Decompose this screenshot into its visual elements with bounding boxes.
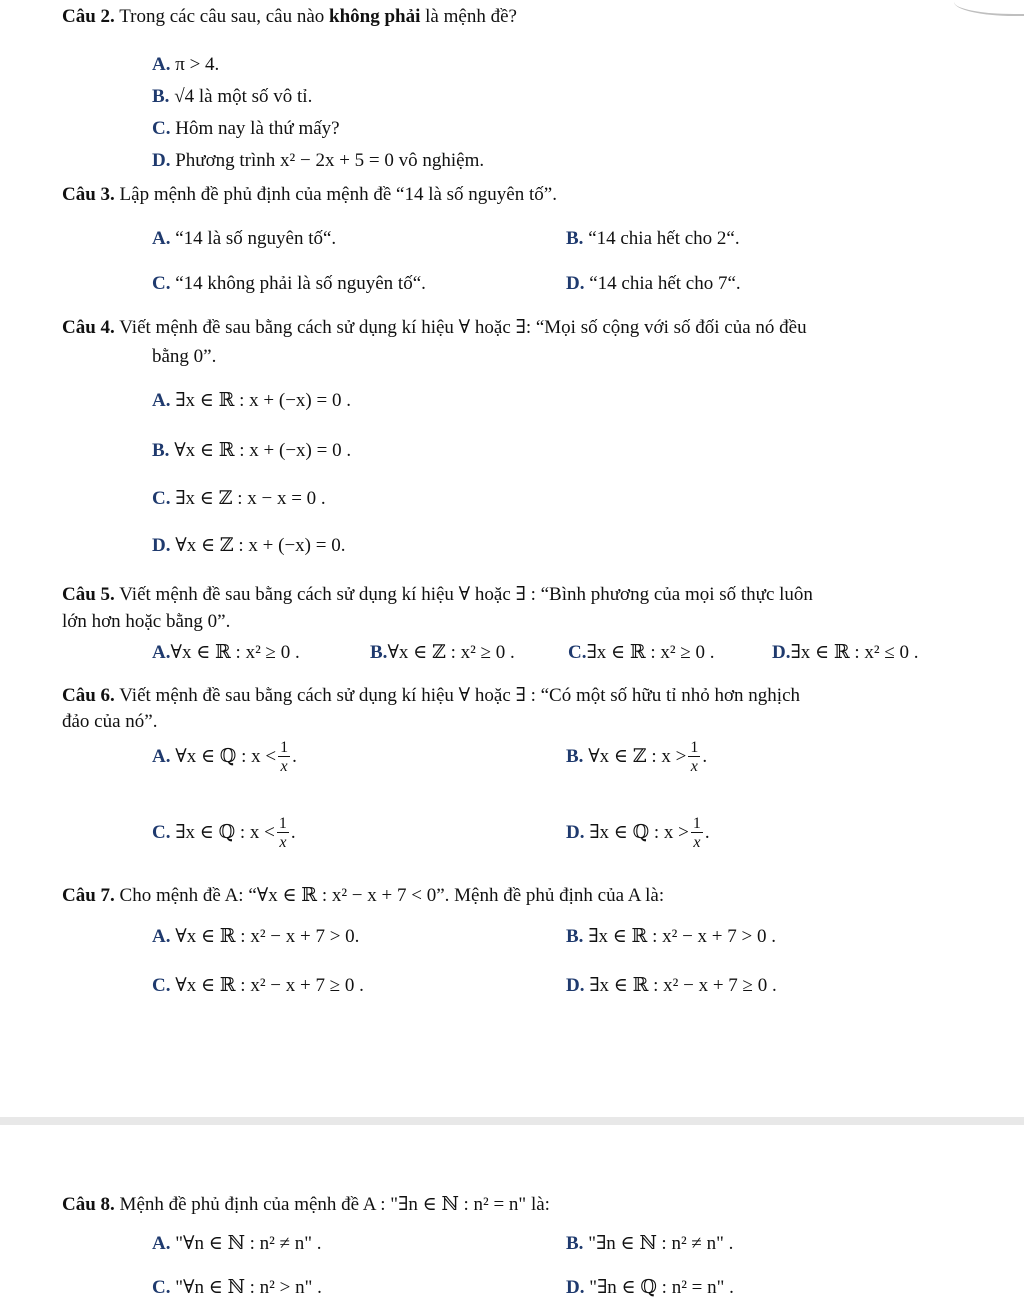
option-text: "∀n ∈ ℕ : n² > n" . bbox=[175, 1277, 322, 1298]
option-b[interactable] bbox=[152, 86, 312, 108]
question-label: Câu 2. bbox=[62, 6, 115, 27]
option-label: A. bbox=[152, 642, 171, 663]
option-text: ∀x ∈ ℤ : x + (−x) = 0. bbox=[175, 535, 346, 556]
question-text-end: là mệnh đề? bbox=[420, 6, 517, 27]
option-label: C. bbox=[152, 488, 171, 509]
option-d[interactable] bbox=[152, 534, 345, 557]
fraction-numerator: 1 bbox=[278, 815, 287, 832]
question-6-continued: đảo của nó”. bbox=[62, 711, 158, 732]
question-8 bbox=[62, 1193, 550, 1216]
option-a[interactable] bbox=[152, 389, 351, 412]
option-end: . bbox=[292, 745, 297, 767]
option-text: ∀x ∈ ℝ : x² ≥ 0 . bbox=[170, 642, 300, 663]
option-b[interactable] bbox=[152, 439, 351, 462]
option-a[interactable] bbox=[152, 54, 219, 76]
fraction-numerator: 1 bbox=[692, 815, 701, 832]
question-4-continued: bằng 0”. bbox=[152, 346, 217, 367]
option-label: A. bbox=[152, 1233, 171, 1254]
option-c[interactable] bbox=[152, 1276, 322, 1299]
option-label: C. bbox=[568, 642, 587, 663]
option-text: ∃x ∈ ℚ : x > bbox=[589, 821, 689, 843]
question-label: Câu 5. bbox=[62, 584, 115, 605]
option-label: A. bbox=[152, 926, 171, 947]
question-5 bbox=[62, 583, 813, 606]
option-label: D. bbox=[152, 150, 171, 171]
option-label: B. bbox=[152, 440, 170, 461]
question-label: Câu 8. bbox=[62, 1194, 115, 1215]
option-label: B. bbox=[566, 745, 584, 767]
option-text: ∀x ∈ ℝ : x² − x + 7 ≥ 0 . bbox=[175, 975, 364, 996]
option-text: ∃x ∈ ℝ : x² ≥ 0 . bbox=[586, 642, 715, 663]
page-corner-curve bbox=[954, 0, 1024, 16]
question-label: Câu 4. bbox=[62, 317, 115, 338]
question-text: Lập mệnh đề phủ định của mệnh đề “14 là số nguyên tố”. bbox=[119, 184, 557, 205]
question-4 bbox=[62, 316, 807, 339]
fraction-denominator: x bbox=[279, 834, 287, 851]
fraction-numerator: 1 bbox=[280, 739, 289, 756]
option-a[interactable] bbox=[152, 925, 359, 948]
fraction bbox=[691, 816, 703, 851]
option-d[interactable] bbox=[566, 974, 777, 997]
fraction-numerator: 1 bbox=[690, 739, 699, 756]
fraction bbox=[688, 740, 700, 775]
option-c[interactable] bbox=[152, 487, 326, 510]
option-b[interactable] bbox=[566, 228, 740, 250]
option-label: B. bbox=[370, 642, 388, 663]
option-text: ∃x ∈ ℝ : x² − x + 7 > 0 . bbox=[588, 926, 776, 947]
option-a[interactable] bbox=[152, 1232, 322, 1255]
option-text: ∀x ∈ ℤ : x > bbox=[588, 745, 687, 767]
option-text: “14 là số nguyên tố“. bbox=[175, 228, 337, 249]
option-label: A. bbox=[152, 228, 171, 249]
option-a[interactable] bbox=[152, 228, 336, 250]
option-d[interactable] bbox=[772, 641, 919, 664]
option-c[interactable] bbox=[152, 273, 426, 295]
option-text: ∃x ∈ ℝ : x + (−x) = 0 . bbox=[175, 390, 351, 411]
option-c[interactable] bbox=[568, 641, 715, 664]
option-c[interactable] bbox=[152, 118, 340, 140]
option-a[interactable] bbox=[152, 740, 297, 775]
fraction-denominator: x bbox=[690, 758, 698, 775]
question-text: Cho mệnh đề A: “∀x ∈ ℝ : x² − x + 7 < 0”. Mệnh đề phủ định của A là: bbox=[119, 885, 665, 906]
option-d[interactable] bbox=[566, 273, 741, 295]
option-label: C. bbox=[152, 975, 171, 996]
question-label: Câu 6. bbox=[62, 685, 115, 706]
option-end: . bbox=[704, 821, 710, 843]
option-text: ∀x ∈ ℚ : x < bbox=[175, 745, 277, 767]
question-text: Trong các câu sau, câu nào bbox=[119, 6, 330, 27]
option-label: C. bbox=[152, 118, 171, 139]
option-end: . bbox=[702, 745, 708, 767]
option-label: D. bbox=[566, 975, 585, 996]
option-label: C. bbox=[152, 821, 171, 843]
option-text: ∀x ∈ ℤ : x² ≥ 0 . bbox=[387, 642, 515, 663]
question-text: Mệnh đề phủ định của mệnh đề A : "∃n ∈ ℕ : n² = n" là: bbox=[119, 1194, 550, 1215]
option-text: ∃x ∈ ℚ : x < bbox=[175, 821, 275, 843]
option-text: ∀x ∈ ℝ : x + (−x) = 0 . bbox=[174, 440, 352, 461]
fraction-denominator: x bbox=[693, 834, 701, 851]
question-text: Viết mệnh đề sau bằng cách sử dụng kí hiệu ∀ hoặc ∃: “Mọi số cộng với số đối của nó đều bbox=[119, 317, 807, 338]
option-d[interactable] bbox=[566, 816, 710, 851]
page-break-divider bbox=[0, 1117, 1024, 1125]
option-text: ∀x ∈ ℝ : x² − x + 7 > 0. bbox=[175, 926, 360, 947]
fraction bbox=[278, 740, 290, 775]
option-a[interactable] bbox=[152, 641, 300, 664]
option-text: π > 4. bbox=[175, 54, 220, 75]
option-end: . bbox=[290, 821, 296, 843]
question-label: Câu 7. bbox=[62, 885, 115, 906]
question-text: Viết mệnh đề sau bằng cách sử dụng kí hiệu ∀ hoặc ∃ : “Bình phương của mọi số thực luôn bbox=[119, 584, 813, 605]
option-text: ∃x ∈ ℝ : x² ≤ 0 . bbox=[790, 642, 919, 663]
option-d[interactable] bbox=[152, 150, 484, 172]
question-text: Viết mệnh đề sau bằng cách sử dụng kí hiệu ∀ hoặc ∃ : “Có một số hữu tỉ nhỏ hơn nghịch bbox=[119, 685, 801, 706]
option-b[interactable] bbox=[566, 925, 776, 948]
fraction bbox=[277, 816, 289, 851]
option-c[interactable] bbox=[152, 974, 364, 997]
option-b[interactable] bbox=[566, 740, 707, 775]
option-label: B. bbox=[152, 86, 170, 107]
option-label: A. bbox=[152, 745, 171, 767]
question-5-continued: lớn hơn hoặc bằng 0”. bbox=[62, 611, 231, 632]
option-text: “14 không phải là số nguyên tố“. bbox=[175, 273, 426, 294]
option-text: "∃n ∈ ℕ : n² ≠ n" . bbox=[588, 1233, 734, 1254]
question-2 bbox=[62, 6, 517, 28]
question-label: Câu 3. bbox=[62, 184, 115, 205]
option-c[interactable] bbox=[152, 816, 296, 851]
option-label: D. bbox=[152, 535, 171, 556]
option-text: "∃n ∈ ℚ : n² = n" . bbox=[589, 1277, 734, 1298]
option-label: D. bbox=[566, 1277, 585, 1298]
option-text: ∃x ∈ ℤ : x − x = 0 . bbox=[175, 488, 326, 509]
option-label: D. bbox=[566, 273, 585, 294]
question-3 bbox=[62, 184, 557, 206]
question-6 bbox=[62, 684, 800, 707]
option-label: A. bbox=[152, 54, 171, 75]
option-label: C. bbox=[152, 1277, 171, 1298]
option-b[interactable] bbox=[566, 1232, 733, 1255]
option-label: B. bbox=[566, 926, 584, 947]
option-label: D. bbox=[772, 642, 791, 663]
option-label: B. bbox=[566, 1233, 584, 1254]
option-b[interactable] bbox=[370, 641, 515, 664]
option-text: Hôm nay là thứ mấy? bbox=[175, 118, 340, 139]
option-text: √4 là một số vô tỉ. bbox=[174, 86, 313, 107]
option-label: A. bbox=[152, 390, 171, 411]
fraction-denominator: x bbox=[280, 758, 288, 775]
option-label: C. bbox=[152, 273, 171, 294]
option-text: Phương trình x² − 2x + 5 = 0 vô nghiệm. bbox=[175, 150, 485, 171]
question-7 bbox=[62, 884, 664, 907]
option-text: “14 chia hết cho 7“. bbox=[589, 273, 741, 294]
option-text: "∀n ∈ ℕ : n² ≠ n" . bbox=[175, 1233, 322, 1254]
option-text: “14 chia hết cho 2“. bbox=[588, 228, 740, 249]
question-text-emphasis: không phải bbox=[329, 6, 421, 27]
option-label: D. bbox=[566, 821, 585, 843]
option-text: ∃x ∈ ℝ : x² − x + 7 ≥ 0 . bbox=[589, 975, 777, 996]
option-d[interactable] bbox=[566, 1276, 734, 1299]
option-label: B. bbox=[566, 228, 584, 249]
